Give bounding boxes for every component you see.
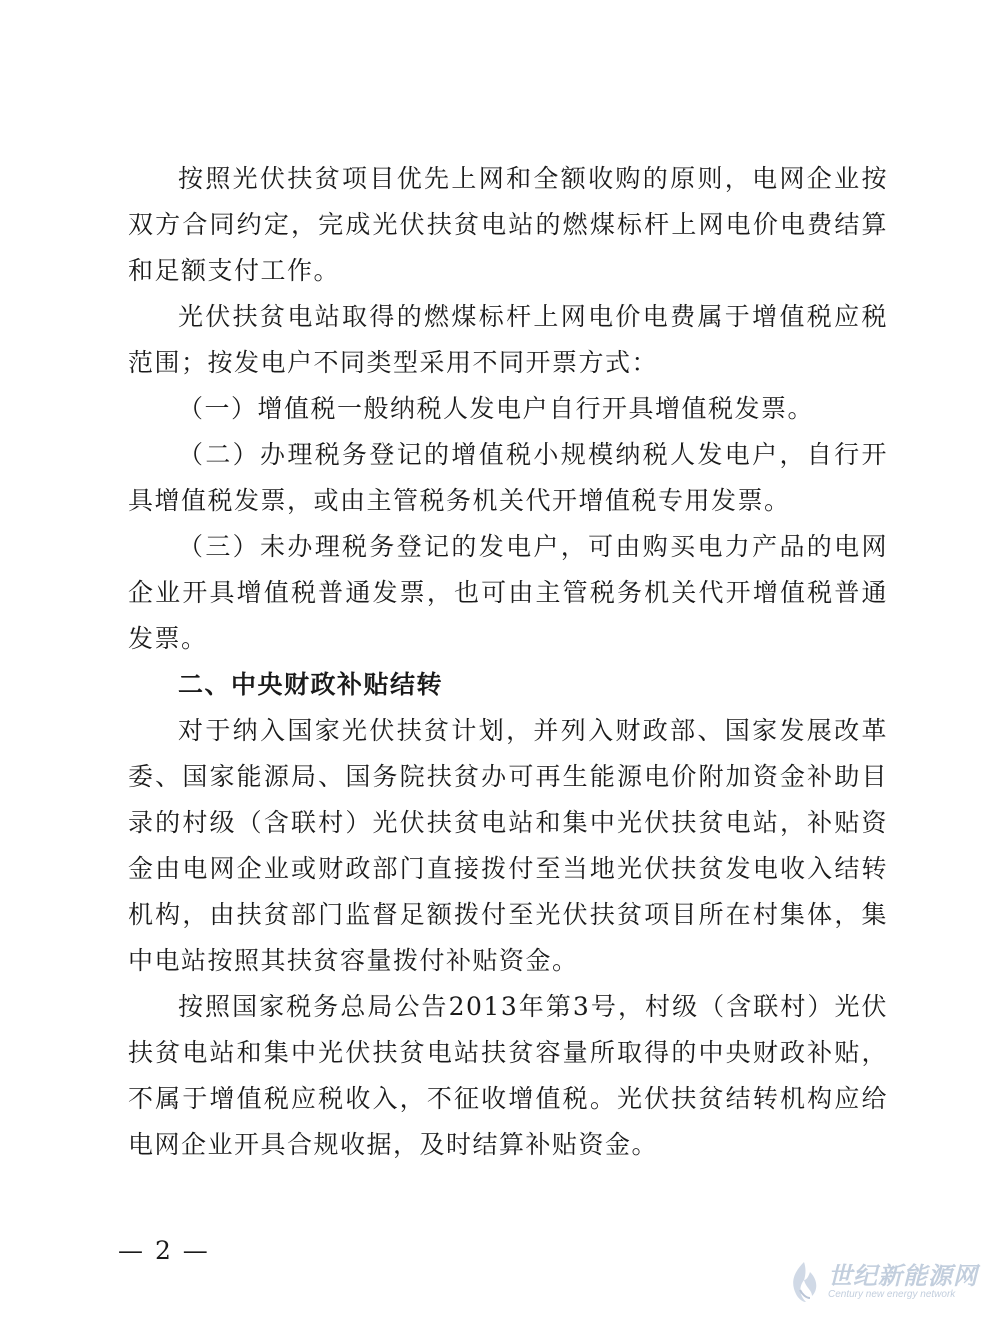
paragraph-item-2: （二）办理税务登记的增值税小规模纳税人发电户，自行开具增值税发票，或由主管税务机关代开增值税专用发票。 xyxy=(128,440,888,515)
flame-logo-icon xyxy=(786,1260,822,1304)
page-number: — 2 — xyxy=(118,1236,210,1265)
watermark-name-en: Century new energy network xyxy=(828,1289,956,1300)
paragraph-settlement: 按照光伏扶贫项目优先上网和全额收购的原则，电网企业按双方合同约定，完成光伏扶贫电站的燃煤标杆上网电价电费结算和足额支付工作。 xyxy=(128,164,888,285)
watermark-name-cn: 世纪新能源网 xyxy=(828,1262,978,1290)
section-heading: 二、中央财政补贴结转 xyxy=(178,670,444,699)
paragraph-item-3: （三）未办理税务登记的发电户，可由购买电力产品的电网企业开具增值税普通发票，也可由主管税务机关代开增值税普通发票。 xyxy=(128,532,888,653)
watermark-text xyxy=(828,1263,978,1301)
paragraph-item-1: （一）增值税一般纳税人发电户自行开具增值税发票。 xyxy=(178,394,815,423)
document-body xyxy=(128,156,888,1168)
paragraph-tax-scope: 光伏扶贫电站取得的燃煤标杆上网电价电费属于增值税应税范围；按发电户不同类型采用不同开票方式： xyxy=(128,302,888,377)
paragraph-tax-announcement: 按照国家税务总局公告2013年第3号，村级（含联村）光伏扶贫电站和集中光伏扶贫电站扶贫容量所取得的中央财政补贴，不属于增值税应税收入，不征收增值税。光伏扶贫结转机构应给电网企业开具合规收据，及时结算补贴资金。 xyxy=(128,992,888,1159)
paragraph-subsidy: 对于纳入国家光伏扶贫计划，并列入财政部、国家发展改革委、国家能源局、国务院扶贫办可再生能源电价附加资金补助目录的村级（含联村）光伏扶贫电站和集中光伏扶贫电站，补贴资金由电网企业或财政部门直接拨付至当地光伏扶贫发电收入结转机构，由扶贫部门监督足额拨付至光伏扶贫项目所在村集体，集中电站按照其扶贫容量拨付补贴资金。 xyxy=(128,716,888,975)
watermark xyxy=(786,1260,978,1304)
